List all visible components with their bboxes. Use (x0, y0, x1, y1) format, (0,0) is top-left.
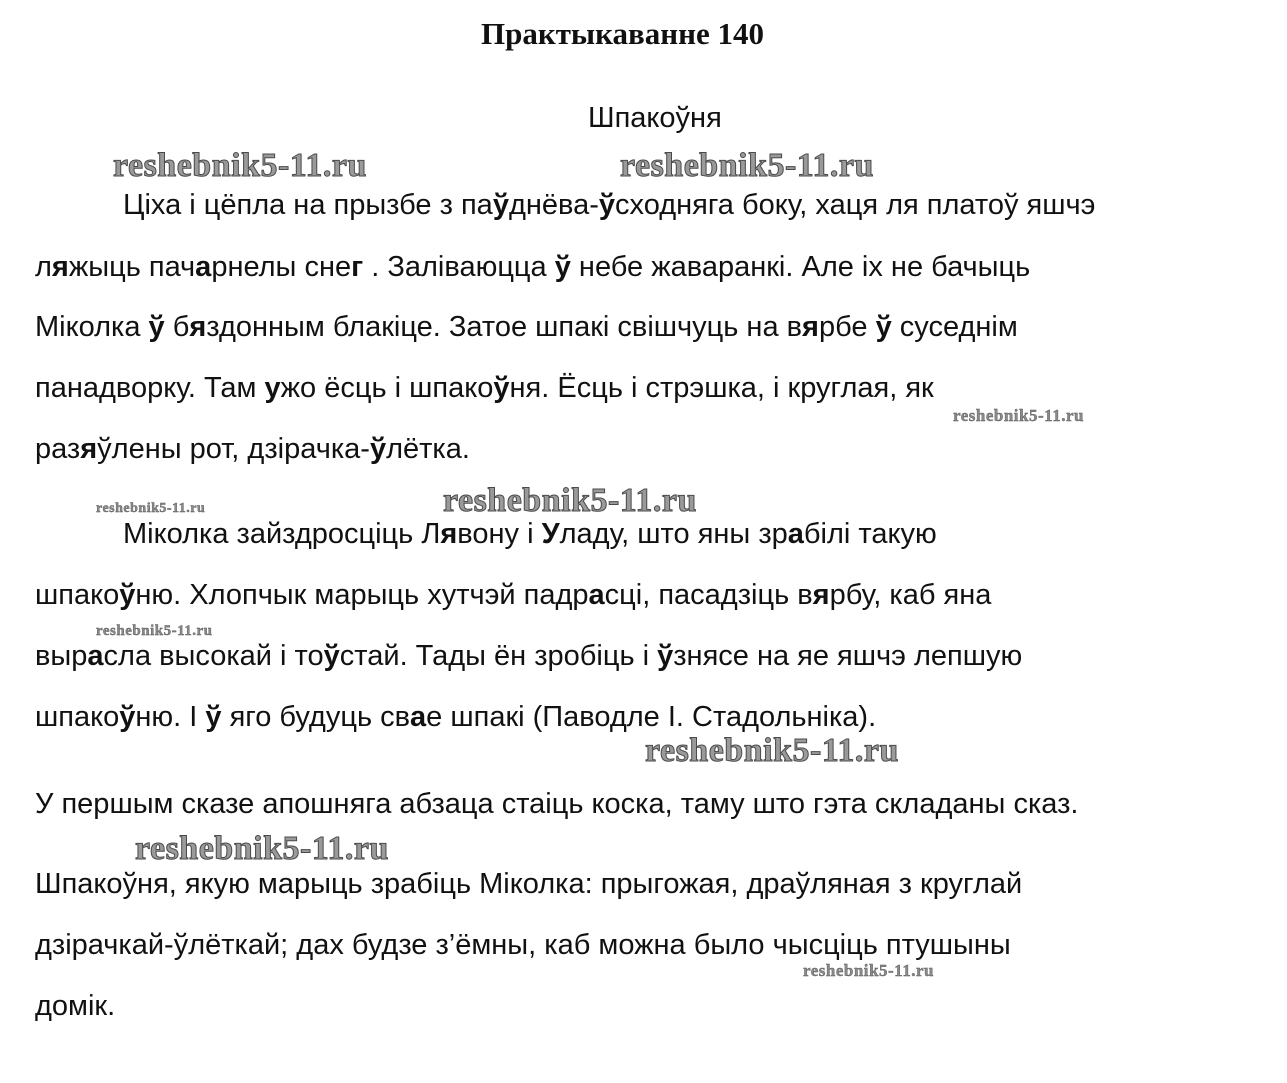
text-segment: ню. І (135, 701, 206, 733)
answer-2-line: Шпакоўня, якую марыць зрабіць Міколка: прыгожая, драўляная з круглай (35, 868, 1023, 900)
paragraph1-line (123, 185, 1095, 225)
answer-2-line: домік. (35, 990, 116, 1022)
bold-letter: а (588, 579, 605, 611)
paragraph2-line (35, 575, 991, 615)
text-segment: ню. Хлопчык марыць хутчэй падр (135, 579, 589, 611)
text-segment: рбе (818, 311, 876, 343)
watermark: reshebnik5-11.ru (113, 147, 367, 184)
text-segment: вону і (457, 518, 542, 550)
text-segment: жыць пач (68, 251, 196, 283)
bold-letter: ў (323, 640, 340, 672)
watermark: reshebnik5-11.ru (620, 147, 874, 184)
watermark: reshebnik5-11.ru (953, 406, 1084, 425)
text-segment: сходняга боку, хаця ля платоў яшчэ (615, 189, 1096, 221)
watermark: reshebnik5-11.ru (96, 623, 213, 639)
text-segment: Міколка зайздросціць Л (123, 518, 441, 550)
text-segment: шпако (35, 701, 120, 733)
text-segment: стай. Тады ён зробіць і (339, 640, 658, 672)
text-segment: небе жаваранкі. Але іх не бачыць (570, 251, 1031, 283)
text-segment: ладу, што яны зр (559, 518, 788, 550)
bold-letter: У (541, 518, 560, 550)
answer-2-line: дзірачкай-ўлёткай; дах будзе з’ёмны, каб можна было чысціць птушыны (35, 929, 1011, 961)
bold-letter: я (80, 433, 98, 465)
text-segment: суседнім (891, 311, 1018, 343)
watermark: reshebnik5-11.ru (803, 961, 934, 980)
bold-letter: ў (657, 640, 674, 672)
text-segment: . Заліваюцца (363, 251, 555, 283)
page-title: Практыкаванне 140 (480, 16, 764, 51)
text-segment: рнелы сне (211, 251, 352, 283)
bold-letter: ў (493, 372, 510, 404)
bold-letter: ў (598, 189, 616, 221)
text-segment: е шпакі (Паводле І. Стадольніка). (426, 701, 877, 733)
bold-letter: ў (875, 311, 892, 343)
bold-letter: ў (492, 189, 509, 221)
text-segment: ня. Ёсць і стрэшка, і круглая, як (509, 372, 934, 404)
bold-letter: ў (148, 311, 165, 343)
bold-letter: ў (119, 579, 136, 611)
text-segment: раз (35, 433, 81, 465)
bold-letter: у (264, 372, 281, 404)
text-segment: Ціха і цёпла на прызбе з па (123, 189, 493, 221)
bold-letter: ў (205, 701, 222, 733)
bold-letter: а (195, 251, 212, 283)
bold-letter: я (812, 579, 830, 611)
bold-letter: я (802, 311, 819, 343)
text-segment: б (164, 311, 190, 343)
text-segment: выр (35, 640, 88, 672)
text-segment: яго будуць св (221, 701, 411, 733)
text-segment: л (35, 251, 52, 283)
bold-letter: а (410, 701, 427, 733)
paragraph1-line (35, 368, 934, 408)
bold-letter: я (189, 311, 207, 343)
bold-letter: я (51, 251, 69, 283)
paragraph1-line (35, 247, 1030, 287)
text-segment: рбу, каб яна (829, 579, 992, 611)
text-segment: днёва- (508, 189, 599, 221)
text-segment: жо ёсць і шпако (280, 372, 494, 404)
watermark: reshebnik5-11.ru (96, 501, 206, 516)
paragraph2-line (35, 636, 1022, 676)
text-segment: сці, пасадзіць в (604, 579, 813, 611)
bold-letter: а (87, 640, 104, 672)
watermark: reshebnik5-11.ru (135, 830, 389, 867)
answer-1: У першым сказе апошняга абзаца стаіць коска, таму што гэта складаны сказ. (35, 788, 1079, 820)
text-segment: Міколка (35, 311, 149, 343)
text-segment: панадворку. Там (35, 372, 265, 404)
bold-letter: я (440, 518, 458, 550)
paragraph1-line (35, 429, 470, 469)
text-segment: білі такую (803, 518, 937, 550)
text-segment: сла высокай і то (103, 640, 324, 672)
text-heading: Шпакоўня (588, 102, 722, 134)
bold-letter: а (787, 518, 804, 550)
text-segment: лётка. (386, 433, 470, 465)
bold-letter: ў (554, 251, 571, 283)
watermark: reshebnik5-11.ru (645, 732, 899, 769)
text-segment: здонным блакіце. Затое шпакі свішчуць на в (206, 311, 803, 343)
text-segment: шпако (35, 579, 120, 611)
text-segment: ўлены рот, дзірачка- (97, 433, 370, 465)
watermark: reshebnik5-11.ru (443, 482, 697, 519)
bold-letter: ў (119, 701, 136, 733)
text-segment: знясе на яе яшчэ лепшую (673, 640, 1023, 672)
bold-letter: ў (369, 433, 387, 465)
paragraph1-line (35, 307, 1018, 347)
bold-letter: г (351, 251, 364, 283)
